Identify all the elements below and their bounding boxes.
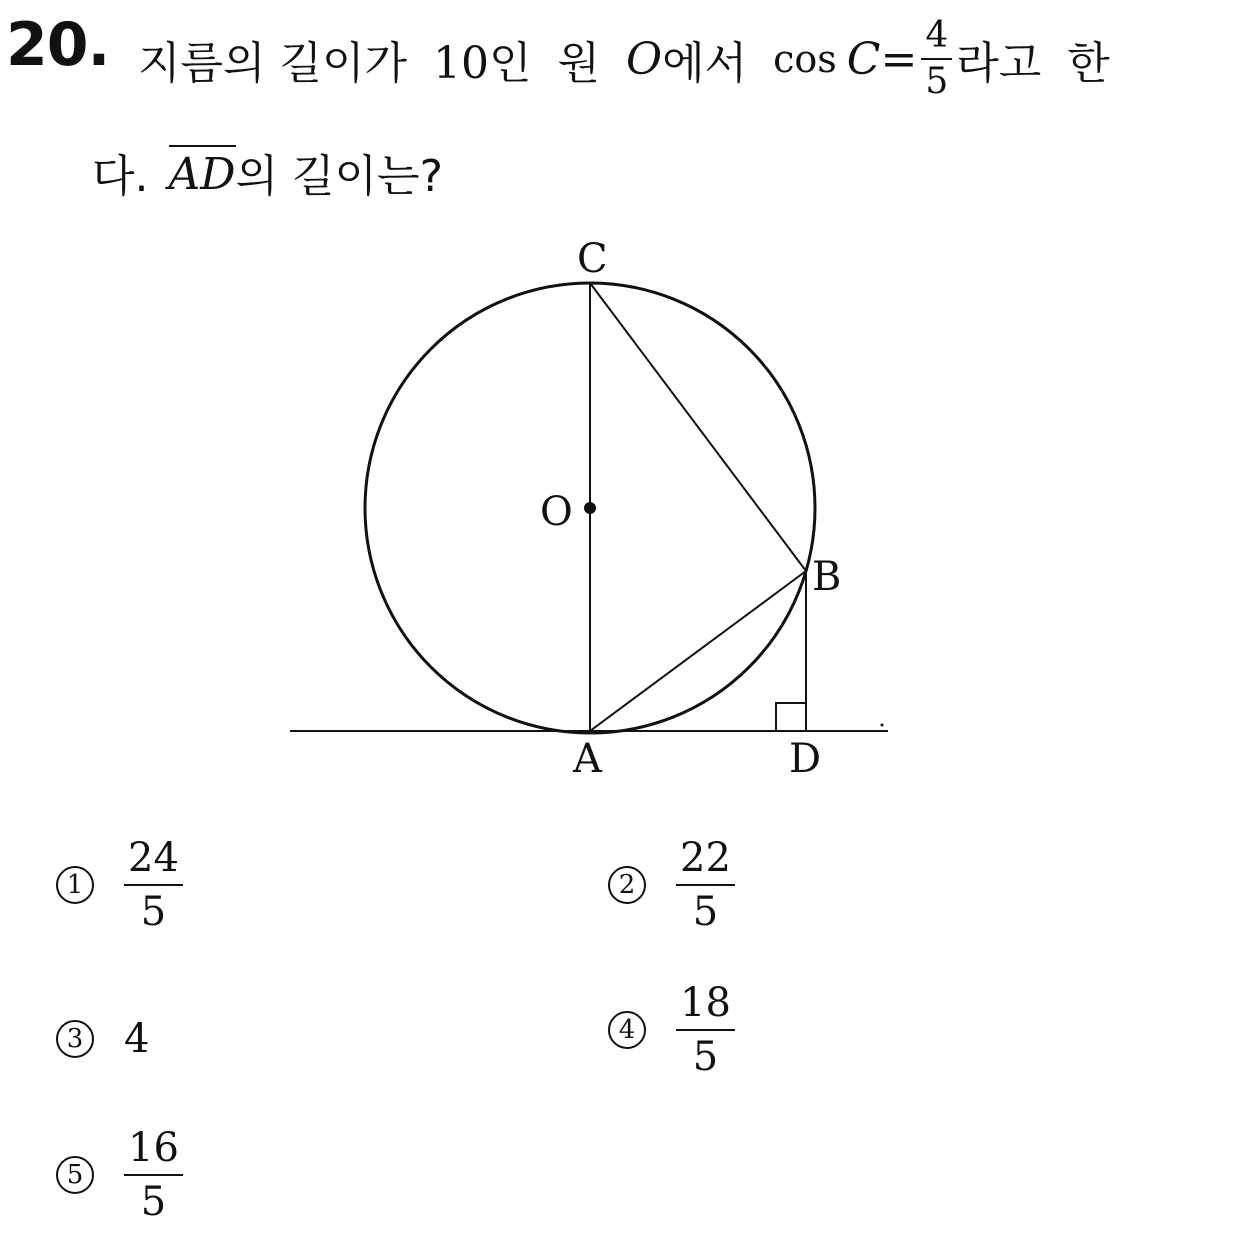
option-marker-1: 1 bbox=[56, 866, 94, 904]
segment-ad: AD bbox=[169, 145, 236, 200]
option-denominator: 5 bbox=[140, 1179, 167, 1225]
stray-mark bbox=[881, 724, 884, 727]
option-marker-3: 3 bbox=[56, 1020, 94, 1058]
question-text-part: 원 bbox=[557, 38, 601, 89]
question-text-part: 라고 bbox=[956, 38, 1042, 89]
label-o: O bbox=[540, 489, 573, 535]
option-3[interactable] bbox=[56, 1016, 149, 1062]
option-denominator: 5 bbox=[692, 1034, 719, 1080]
option-marker-2: 2 bbox=[608, 866, 646, 904]
label-c: C bbox=[577, 236, 608, 282]
cos-numerator: 4 bbox=[925, 15, 949, 56]
option-numerator: 24 bbox=[128, 835, 179, 881]
segment-cb bbox=[590, 283, 806, 571]
option-fraction bbox=[124, 1125, 183, 1225]
equals-sign: = bbox=[880, 33, 918, 85]
option-denominator: 5 bbox=[692, 889, 719, 935]
option-fraction bbox=[124, 835, 183, 935]
option-numerator: 16 bbox=[128, 1125, 179, 1171]
center-point-o bbox=[584, 502, 596, 514]
question-number: 20. bbox=[6, 10, 110, 80]
label-d: D bbox=[789, 736, 822, 782]
cos-label: cos bbox=[773, 37, 837, 81]
option-marker-4: 4 bbox=[608, 1011, 646, 1049]
question-text-part: 지름의 길이가 bbox=[138, 38, 408, 89]
option-fraction bbox=[676, 980, 735, 1080]
option-4[interactable] bbox=[608, 980, 739, 1080]
circle-name: O bbox=[626, 33, 663, 85]
right-angle-marker bbox=[776, 703, 806, 731]
option-denominator: 5 bbox=[140, 889, 167, 935]
label-a: A bbox=[573, 736, 602, 782]
question-text-part: 한 bbox=[1067, 38, 1110, 89]
question-text-part: 에서 bbox=[662, 38, 748, 89]
question-text-part: 의 길이는? bbox=[235, 151, 443, 202]
option-1[interactable] bbox=[56, 835, 187, 935]
cos-denominator: 5 bbox=[925, 61, 949, 102]
label-b: B bbox=[812, 554, 842, 600]
option-marker-5: 5 bbox=[56, 1156, 94, 1194]
cos-variable: C bbox=[846, 33, 881, 85]
option-5[interactable] bbox=[56, 1125, 187, 1225]
option-value: 4 bbox=[124, 1016, 150, 1062]
option-numerator: 18 bbox=[680, 980, 731, 1026]
option-2[interactable] bbox=[608, 835, 739, 935]
question-text-part: 다. bbox=[92, 151, 149, 202]
option-numerator: 22 bbox=[680, 835, 731, 881]
option-fraction bbox=[676, 835, 735, 935]
question-text-part: 10인 bbox=[433, 38, 532, 89]
